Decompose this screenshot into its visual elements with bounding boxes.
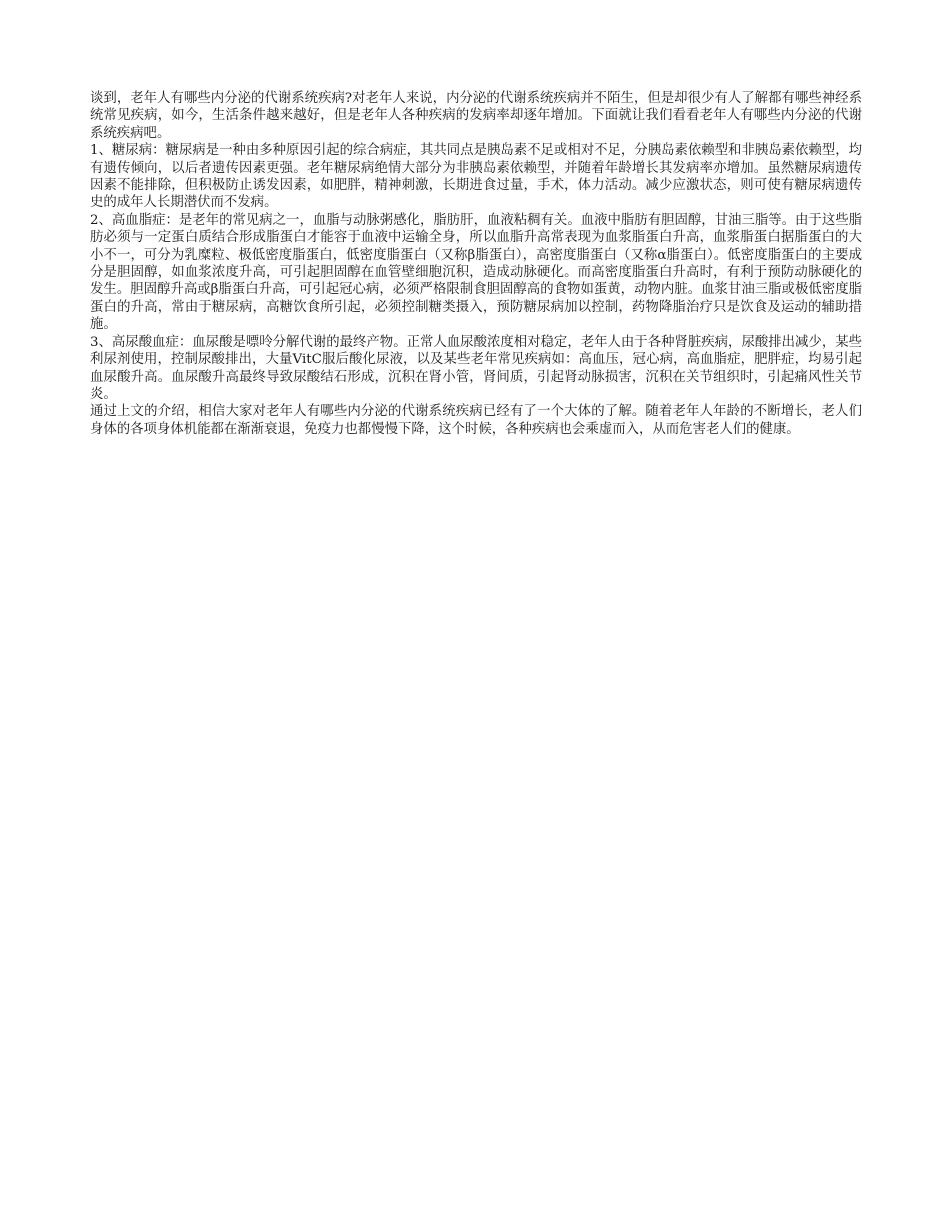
document-body bbox=[90, 90, 862, 438]
hyperuricemia-paragraph: 3、高尿酸血症：血尿酸是嘌呤分解代谢的最终产物。正常人血尿酸浓度相对稳定，老年人由于各种肾脏疾病，尿酸排出减少，某些利尿剂使用，控制尿酸排出，大量VitC服后酸化尿液，以及某些老年常见疾病如：高血压，冠心病，高血脂症，肥胖症，均易引起血尿酸升高。血尿酸升高最终导致尿酸结石形成，沉积在肾小管，肾间质，引起肾动脉损害，沉积在关节组织时，引起痛风性关节炎。 bbox=[90, 334, 862, 402]
conclusion-paragraph: 通过上文的介绍，相信大家对老年人有哪些内分泌的代谢系统疾病已经有了一个大体的了解。随着老年人年龄的不断增长，老人们身体的各项身体机能都在渐渐衰退，免疫力也都慢慢下降，这个时候，各种疾病也会乘虚而入，从而危害老人们的健康。 bbox=[90, 404, 862, 437]
diabetes-paragraph: 1、糖尿病：糖尿病是一种由多种原因引起的综合病症，其共同点是胰岛素不足或相对不足，分胰岛素依赖型和非胰岛素依赖型，均有遗传倾向，以后者遗传因素更强。老年糖尿病绝情大部分为非胰岛素依赖型，并随着年龄增长其发病率亦增加。虽然糖尿病遗传因素不能排除，但积极防止诱发因素，如肥胖，精神刺激，长期进食过量，手术，体力活动。减少应激状态，则可使有糖尿病遗传史的成年人长期潜伏而不发病。 bbox=[90, 143, 862, 211]
intro-paragraph: 谈到，老年人有哪些内分泌的代谢系统疾病?对老年人来说，内分泌的代谢系统疾病并不陌生，但是却很少有人了解都有哪些神经系统常见疾病，如今，生活条件越来越好，但是老年人各种疾病的发病率却逐年增加。下面就让我们看看老年人有哪些内分泌的代谢系统疾病吧。 bbox=[90, 91, 862, 141]
hyperlipidemia-paragraph: 2、高血脂症：是老年的常见病之一，血脂与动脉粥感化，脂肪肝，血液粘稠有关。血液中脂肪有胆固醇，甘油三脂等。由于这些脂肪必须与一定蛋白质结合形成脂蛋白才能容于血液中运输全身，所以血脂升高常表现为血浆脂蛋白升高，血浆脂蛋白据脂蛋白的大小不一，可分为乳糜粒、极低密度脂蛋白，低密度脂蛋白（又称β脂蛋白），高密度脂蛋白（又称α脂蛋白）。低密度脂蛋白的主要成分是胆固醇，如血浆浓度升高，可引起胆固醇在血管壁细胞沉积，造成动脉硬化。而高密度脂蛋白升高时，有利于预防动脉硬化的发生。胆固醇升高或β脂蛋白升高，可引起冠心病，必须严格限制食胆固醇高的食物如蛋黄，动物内脏。血浆甘油三脂或极低密度脂蛋白的升高，常由于糖尿病，高糖饮食所引起，必须控制糖类摄入，预防糖尿病加以控制，药物降脂治疗只是饮食及运动的辅助措施。 bbox=[90, 212, 862, 333]
